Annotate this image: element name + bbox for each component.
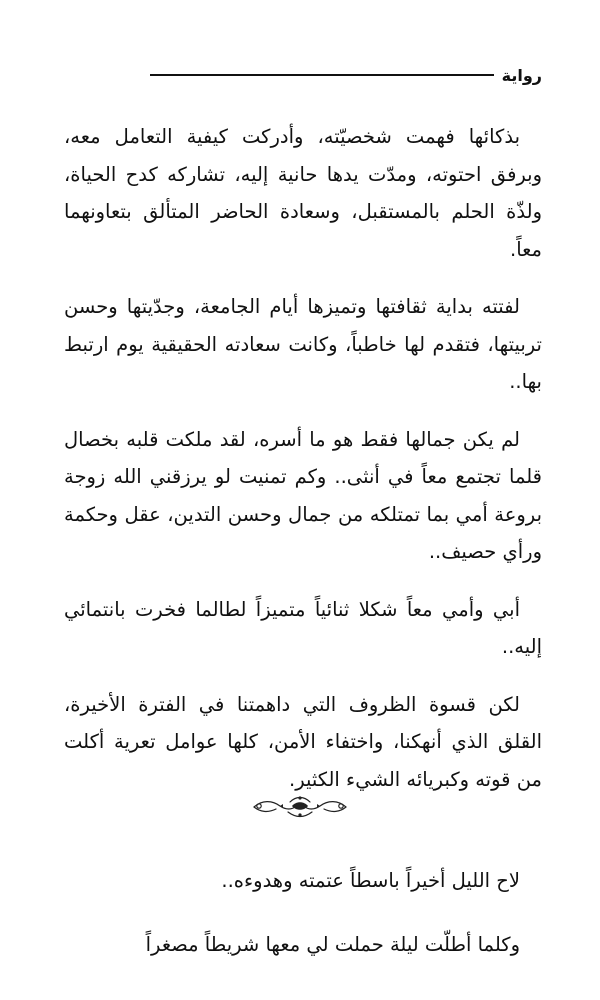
running-header	[150, 62, 542, 88]
paragraph-4: أبي وأمي معاً شكلا ثنائياً متميزاً لطالما فخرت بانتمائي إليه..	[64, 597, 542, 658]
header-label: رواية	[501, 65, 542, 85]
decorative-flourish-icon	[250, 790, 350, 824]
main-text	[64, 118, 542, 818]
paragraph-6: لاح الليل أخيراً باسطاً عتمته وهدوءه..	[221, 869, 520, 892]
paragraph-7: وكلما أطلّت ليلة حملت لي معها شريطاً مصغراً	[145, 932, 520, 956]
paragraph-3: لم يكن جمالها فقط هو ما أسره، لقد ملكت قلبه بخصال قلما تجتمع معاً في أنثى.. وكم تمنيت لو يرزقني الله زوجة بروعة أمي بما تمتلكه من جمال وحسن التدين، عقل وحكمة ورأي حصيف..	[64, 427, 542, 563]
paragraph-2: لفتته بداية ثقافتها وتميزها أيام الجامعة، وجدّيتها وحسن تربيتها، فتقدم لها خاطباً، وكانت سعادته الحقيقية يوم ارتبط بها..	[64, 295, 542, 393]
header-rule	[150, 74, 494, 76]
paragraph-1: بذكائها فهمت شخصيّته، وأدركت كيفية التعامل معه، وبرفق احتوته، ومدّت يدها حانية إليه، تشاركه كدح الحياة، ولذّة الحلم بالمستقبل، وسعادة الحاضر المتألق بتعاونهما معاً.	[64, 125, 542, 261]
continuation-text	[64, 862, 542, 989]
paragraph-5: لكن قسوة الظروف التي داهمتنا في الفترة الأخيرة، القلق الذي أنهكنا، واختفاء الأمن، كلها عوامل تعرية أكلت من قوته وكبريائه الشيء الكثير.	[64, 692, 542, 791]
